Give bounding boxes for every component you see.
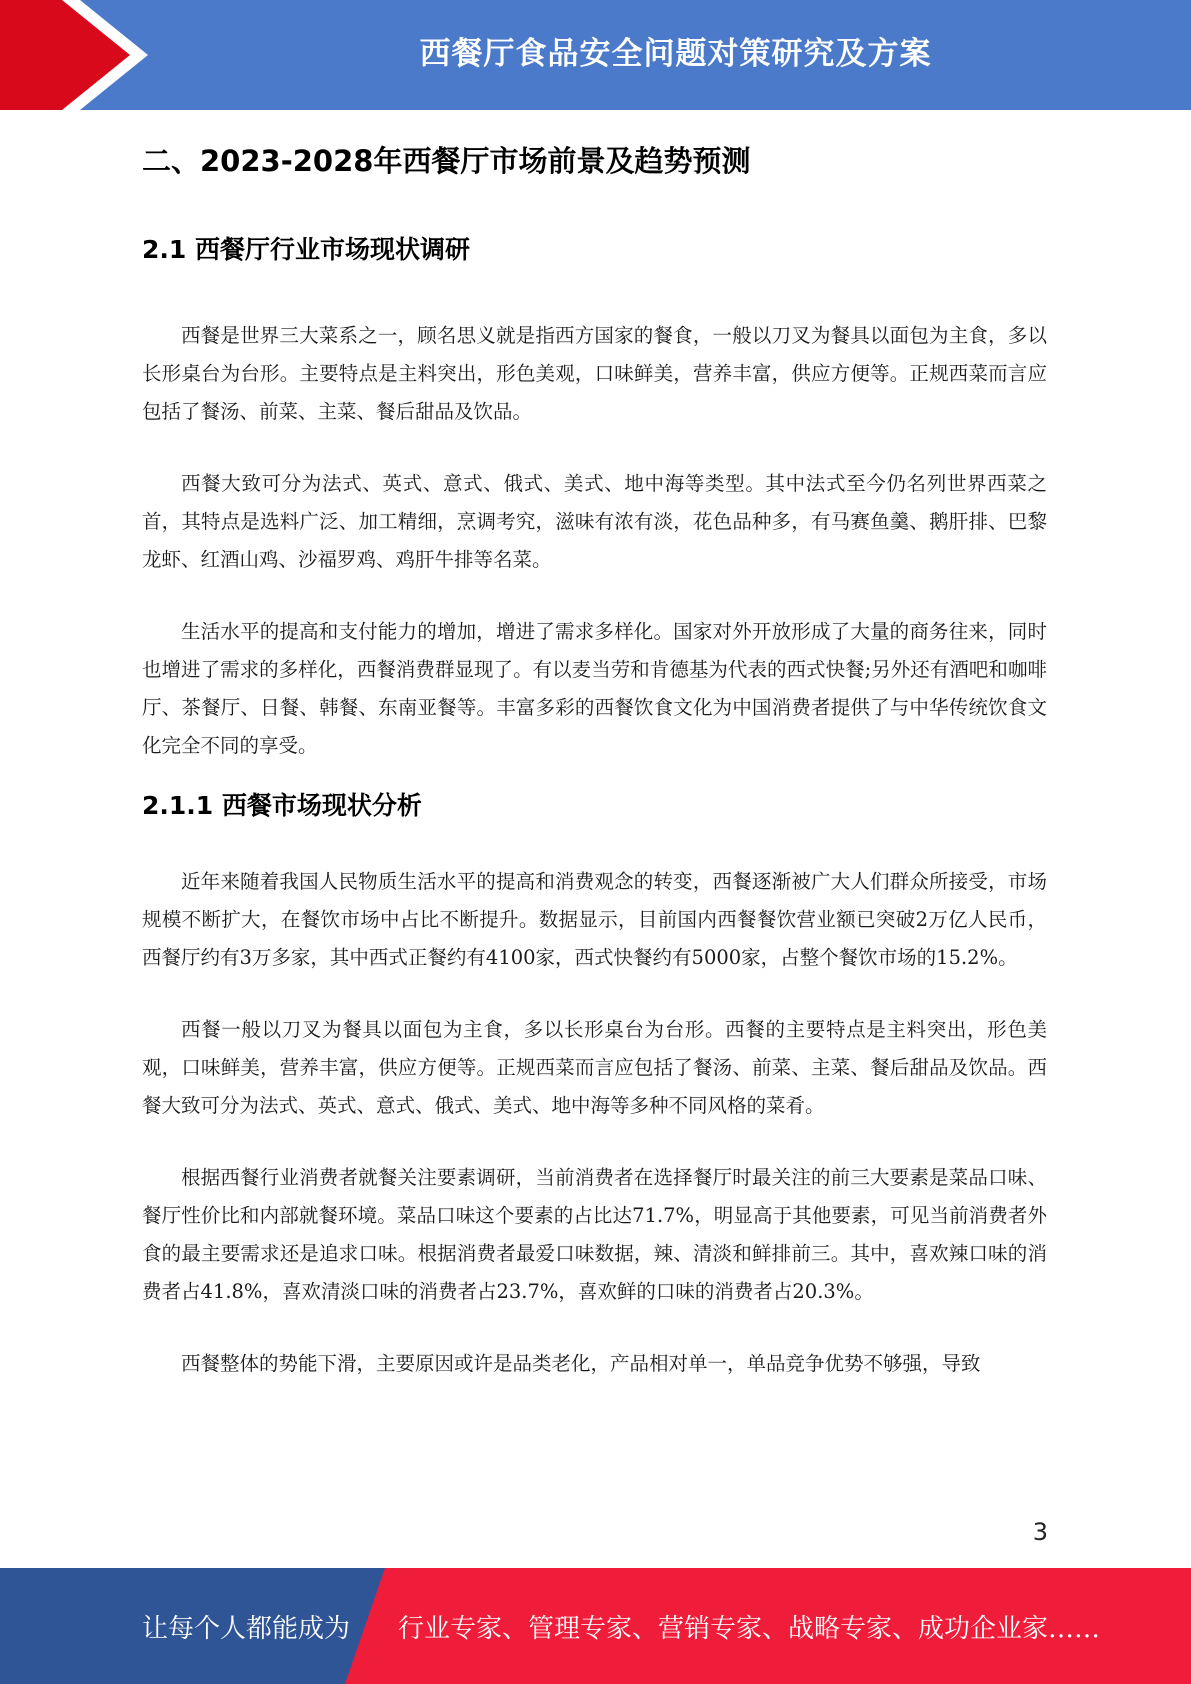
footer-banner [0, 1568, 1191, 1684]
paragraph: 西餐一般以刀叉为餐具以面包为主食，多以长形桌台为台形。西餐的主要特点是主料突出，形色美观，口味鲜美，营养丰富，供应方便等。正规西菜而言应包括了餐汤、前菜、主菜、餐后甜品及饮品。西餐大致可分为法式、英式、意式、俄式、美式、地中海等多种不同风格的菜肴。 [142, 1017, 1047, 1117]
paragraph: 根据西餐行业消费者就餐关注要素调研，当前消费者在选择餐厅时最关注的前三大要素是菜品口味、餐厅性价比和内部就餐环境。菜品口味这个要素的占比达71.7%，明显高于其他要素，可见当前消费者外食的最主要需求还是追求口味。根据消费者最爱口味数据，辣、清淡和鲜排前三。其中，喜欢辣口味的消费者占41.8%，喜欢清淡口味的消费者占23.7%，喜欢鲜的口味的消费者占20.3%。 [142, 1165, 1047, 1303]
header-banner [0, 0, 1191, 110]
document-title: 西餐厅食品安全问题对策研究及方案 [419, 35, 932, 72]
paragraph: 西餐是世界三大菜系之一，顾名思义就是指西方国家的餐食，一般以刀叉为餐具以面包为主食，多以长形桌台为台形。主要特点是主料突出，形色美观，口味鲜美，营养丰富，供应方便等。正规西菜而言应包括了餐汤、前菜、主菜、餐后甜品及饮品。 [142, 323, 1047, 423]
footer-slogan-left: 让每个人都能成为 [142, 1613, 351, 1644]
page-content [142, 130, 1047, 1383]
paragraph: 生活水平的提高和支付能力的增加，增进了需求多样化。国家对外开放形成了大量的商务往来，同时也增进了需求的多样化，西餐消费群显现了。有以麦当劳和肯德基为代表的西式快餐;另外还有酒吧和咖啡厅、茶餐厅、日餐、韩餐、东南亚餐等。丰富多彩的西餐饮食文化为中国消费者提供了与中华传统饮食文化完全不同的享受。 [142, 619, 1047, 757]
page-number: 3 [1032, 1518, 1048, 1546]
subsection-heading-2-1: 2.1 西餐厅行业市场现状调研 [142, 234, 470, 264]
subsection-heading-2-1-1: 2.1.1 西餐市场现状分析 [142, 790, 422, 820]
section-heading: 二、2023-2028年西餐厅市场前景及趋势预测 [142, 144, 751, 178]
paragraph: 西餐大致可分为法式、英式、意式、俄式、美式、地中海等类型。其中法式至今仍名列世界西菜之首，其特点是选料广泛、加工精细，烹调考究，滋味有浓有淡，花色品种多，有马赛鱼羹、鹅肝排、巴黎龙虾、红酒山鸡、沙福罗鸡、鸡肝牛排等名菜。 [142, 471, 1047, 571]
paragraph: 西餐整体的势能下滑，主要原因或许是品类老化，产品相对单一，单品竞争优势不够强，导致 [181, 1351, 981, 1375]
footer-slogan-right: 行业专家、管理专家、营销专家、战略专家、成功企业家…… [398, 1613, 1101, 1644]
paragraph: 近年来随着我国人民物质生活水平的提高和消费观念的转变，西餐逐渐被广大人们群众所接受，市场规模不断扩大，在餐饮市场中占比不断提升。数据显示，目前国内西餐餐饮营业额已突破2万亿人民币，西餐厅约有3万多家，其中西式正餐约有4100家，西式快餐约有5000家，占整个餐饮市场的15.2%。 [142, 869, 1047, 969]
